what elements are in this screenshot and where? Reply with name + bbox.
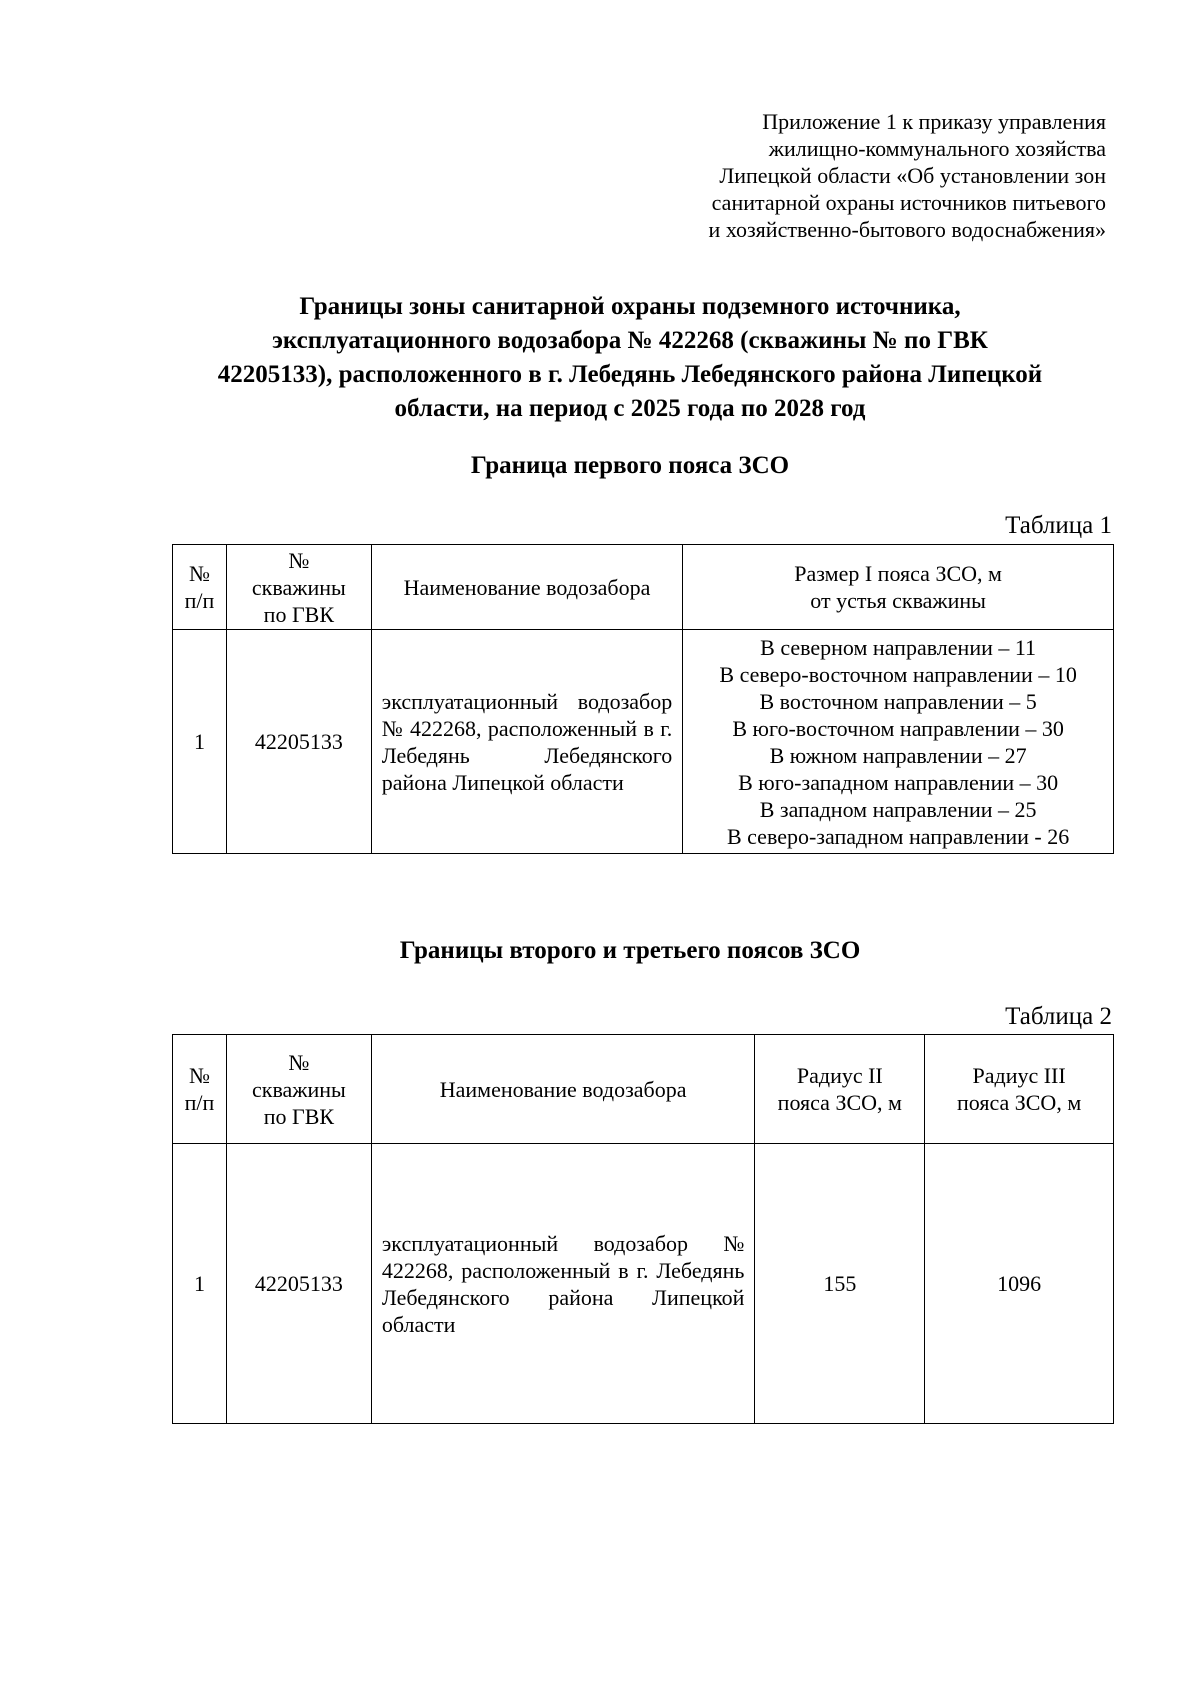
table1-caption: Таблица 1 xyxy=(1005,512,1112,539)
appendix-line: санитарной охраны источников питьевого xyxy=(711,190,1106,215)
table1 xyxy=(172,544,1114,854)
table2-header-radius3 xyxy=(925,1035,1114,1144)
table1-header-num xyxy=(173,545,227,630)
header-line: Радиус III xyxy=(972,1063,1066,1088)
header-line: п/п xyxy=(184,588,215,613)
row-num: 1 xyxy=(173,1144,227,1424)
table1-header-row xyxy=(173,545,1114,630)
table1-header-well xyxy=(226,545,371,630)
direction-item: В северо-западном направлении - 26 xyxy=(726,823,1070,849)
direction-item: В юго-западном направлении – 30 xyxy=(738,769,1059,795)
table2-header-num xyxy=(173,1035,227,1144)
header-line: № xyxy=(188,561,210,586)
appendix-header xyxy=(586,108,1106,243)
header-line: скважины xyxy=(251,1076,346,1102)
appendix-line: и хозяйственно-бытового водоснабжения» xyxy=(708,217,1106,242)
direction-item: В восточном направлении – 5 xyxy=(759,688,1037,714)
title-line: 42205133), расположенного в г. Лебедянь Лебедянского района Липецкой xyxy=(217,361,1043,388)
header-line: по ГВК xyxy=(263,601,335,627)
direction-item: В северо-восточном направлении – 10 xyxy=(719,661,1077,687)
table2-caption: Таблица 2 xyxy=(1005,1003,1112,1030)
title-line: области, на период с 2025 года по 2028 год xyxy=(394,395,866,422)
direction-item: В северном направлении – 11 xyxy=(760,634,1037,660)
table1-header-name: Наименование водозабора xyxy=(371,545,682,630)
row-num: 1 xyxy=(173,630,227,854)
appendix-line: Приложение 1 к приказу управления xyxy=(762,109,1106,134)
header-line: Радиус II xyxy=(796,1063,883,1088)
header-line: № xyxy=(288,1049,310,1075)
header-line: № xyxy=(288,547,310,573)
table2-header-radius2 xyxy=(755,1035,925,1144)
header-line: по ГВК xyxy=(263,1103,335,1129)
header-line: скважины xyxy=(251,574,346,600)
row-well-id: 42205133 xyxy=(226,630,371,854)
header-line: № xyxy=(188,1063,210,1088)
table-row xyxy=(173,1144,1114,1424)
row-intake-name: эксплуатационный водозабор № 422268, расположенный в г. Лебедянь Лебедянского района Липецкой области xyxy=(371,1144,755,1424)
table2-header-row xyxy=(173,1035,1114,1144)
header-line: п/п xyxy=(184,1090,215,1115)
row-radius3: 1096 xyxy=(925,1144,1114,1424)
appendix-line: жилищно-коммунального хозяйства xyxy=(768,136,1106,161)
header-line: пояса ЗСО, м xyxy=(777,1090,902,1115)
document-title xyxy=(150,290,1110,426)
table1-header-size xyxy=(683,545,1114,630)
direction-item: В западном направлении – 25 xyxy=(759,796,1037,822)
title-line: Границы зоны санитарной охраны подземного источника, xyxy=(299,293,961,320)
table-row xyxy=(173,630,1114,854)
direction-item: В юго-восточном направлении – 30 xyxy=(732,715,1064,741)
row-well-id: 42205133 xyxy=(226,1144,371,1424)
row-radius2: 155 xyxy=(755,1144,925,1424)
table2 xyxy=(172,1034,1114,1424)
title-line: эксплуатационного водозабора № 422268 (скважины № по ГВК xyxy=(272,327,988,354)
direction-item: В южном направлении – 27 xyxy=(769,742,1027,768)
row-directions xyxy=(683,630,1114,854)
table2-header-name: Наименование водозабора xyxy=(371,1035,755,1144)
section2-heading: Границы второго и третьего поясов ЗСО xyxy=(399,937,861,964)
table2-header-well xyxy=(226,1035,371,1144)
header-line: пояса ЗСО, м xyxy=(956,1090,1082,1115)
row-intake-name: эксплуатационный водозабор № 422268, расположенный в г. Лебедянь Лебедянского района Липецкой области xyxy=(371,630,682,854)
header-line: от устья скважины xyxy=(810,588,986,613)
appendix-line: Липецкой области «Об установлении зон xyxy=(719,163,1106,188)
header-line: Размер I пояса ЗСО, м xyxy=(794,561,1002,586)
section1-heading: Граница первого пояса ЗСО xyxy=(470,452,790,479)
